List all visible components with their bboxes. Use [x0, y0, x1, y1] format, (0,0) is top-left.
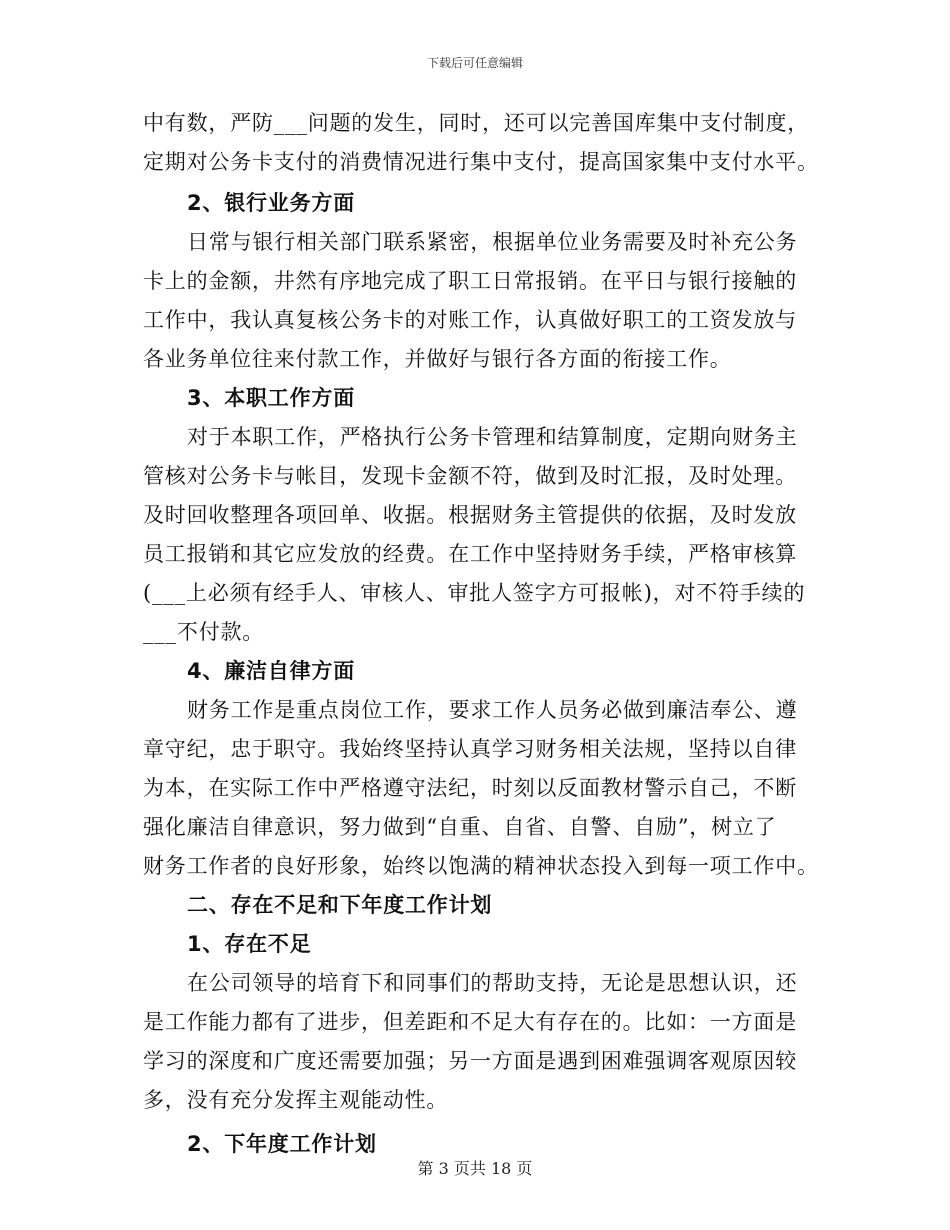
paragraph-line: 中有数，严防___问题的发生，同时，还可以完善国库集中支付制度， [143, 111, 810, 135]
section-heading: 1、存在不足 [187, 932, 312, 956]
paragraph-line: 财务工作是重点岗位工作，要求工作人员务必做到廉洁奉公、遵 [187, 698, 798, 722]
paragraph-line: 及时回收整理各项回单、收据。根据财务主管提供的依据，及时发放 [143, 503, 797, 527]
paragraph-line: 财务工作者的良好形象，始终以饱满的精神状态投入到每一项工作中。 [143, 854, 819, 878]
paragraph-line: 管核对公务卡与帐目，发现卡金额不符，做到及时汇报，及时处理。 [143, 464, 797, 488]
section-heading: 3、本职工作方面 [187, 386, 356, 410]
paragraph-line: 强化廉洁自律意识，努力做到“自重、自省、自警、自励”，树立了 [143, 815, 777, 839]
paragraph-line: (___上必须有经手人、审核人、审批人签字方可报帐)，对不符手续的 [143, 581, 806, 605]
paragraph-line: 日常与银行相关部门联系紧密，根据单位业务需要及时补充公务 [187, 230, 798, 254]
paragraph-line: ___不付款。 [143, 620, 265, 644]
paragraph-line: 定期对公务卡支付的消费情况进行集中支付，提高国家集中支付水平。 [143, 150, 819, 174]
paragraph-line: 对于本职工作，严格执行公务卡管理和结算制度，定期向财务主 [187, 425, 798, 449]
section-heading: 2、下年度工作计划 [187, 1132, 377, 1156]
section-heading: 2、银行业务方面 [187, 191, 356, 215]
page-number-footer: 第 3 页共 18 页 [417, 1159, 533, 1178]
paragraph-line: 在公司领导的培育下和同事们的帮助支持，无论是思想认识，还 [187, 971, 798, 995]
paragraph-line: 工作中，我认真复核公务卡的对账工作，认真做好职工的工资发放与 [143, 308, 797, 332]
document-body [143, 104, 819, 1164]
paragraph-line: 卡上的金额，井然有序地完成了职工日常报销。在平日与银行接触的 [143, 269, 797, 293]
page-header-note: 下载后可任意编辑 [426, 56, 523, 70]
paragraph-line: 员工报销和其它应发放的经费。在工作中坚持财务手续，严格审核算 [143, 542, 797, 566]
paragraph-line: 是工作能力都有了进步，但差距和不足大有存在的。比如：一方面是 [143, 1010, 797, 1034]
paragraph-line: 章守纪，忠于职守。我始终坚持认真学习财务相关法规，坚持以自律 [143, 737, 797, 761]
paragraph-line: 为本，在实际工作中严格遵守法纪，时刻以反面教材警示自己，不断 [143, 776, 797, 800]
paragraph-line: 多，没有充分发挥主观能动性。 [143, 1088, 449, 1112]
section-heading: 二、存在不足和下年度工作计划 [187, 893, 493, 917]
paragraph-line: 各业务单位往来付款工作，并做好与银行各方面的衔接工作。 [143, 347, 732, 371]
paragraph-line: 学习的深度和广度还需要加强；另一方面是遇到困难强调客观原因较 [143, 1049, 797, 1073]
section-heading: 4、廉洁自律方面 [187, 659, 356, 683]
